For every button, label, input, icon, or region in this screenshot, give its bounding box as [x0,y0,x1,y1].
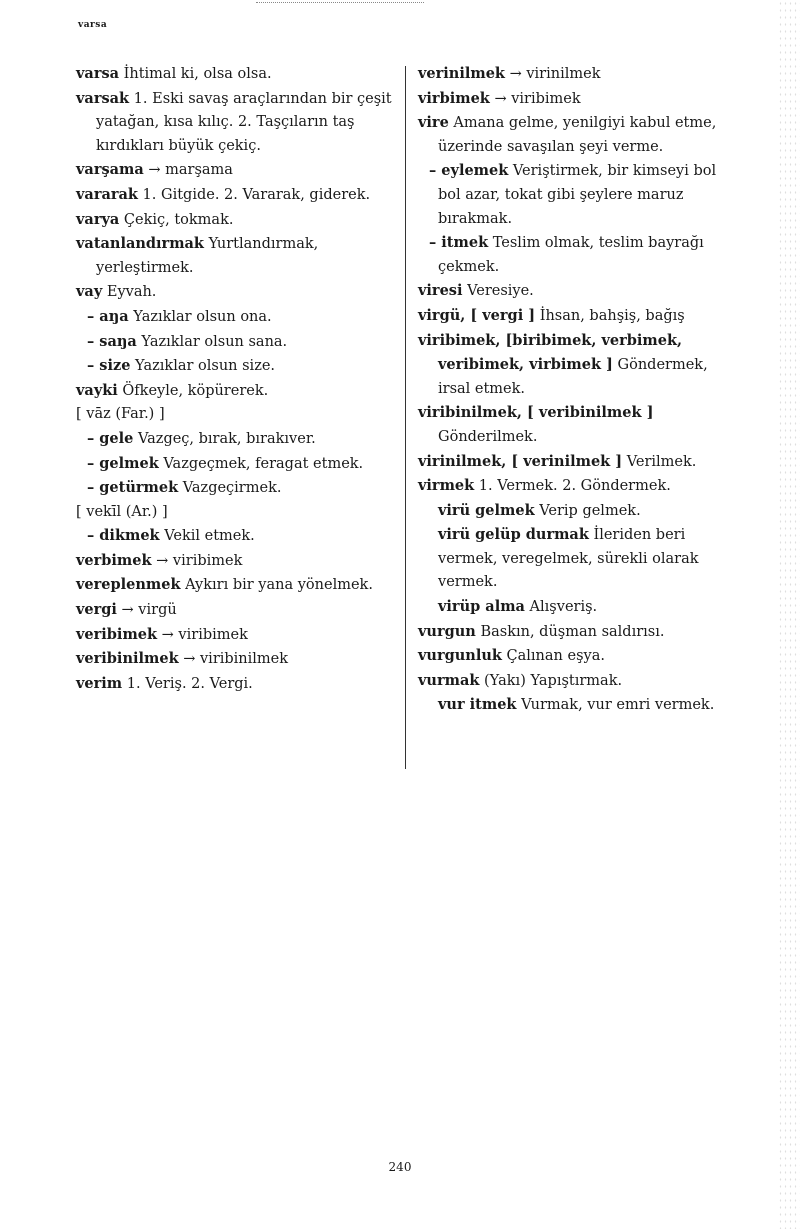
dictionary-entry [418,669,740,694]
entry-headword: varsak [76,89,130,107]
dictionary-entry [418,474,740,499]
dictionary-entry [76,501,394,525]
entry-headword: – getürmek [87,479,179,497]
dictionary-entry [76,427,394,452]
entry-definition: → viribimek [151,552,243,569]
entry-headword: vereplenmek [76,576,181,594]
entry-definition: Vurmak, vur emri vermek. [516,697,715,714]
entry-headword: veribimek [76,625,158,643]
entry-headword: verbimek [76,551,152,569]
entry-definition: → virinilmek [504,66,601,82]
entry-definition: Teslim olmak, teslim bayrağı çekmek. [438,235,704,275]
entry-definition: Çalınan eşya. [501,648,605,665]
entry-definition: Veriştirmek, bir kimseyi bol bol azar, tokat gibi şeylere maruz bırakmak. [438,163,717,227]
entry-headword: – dikmek [87,527,160,545]
left-column [76,62,394,696]
entry-definition: Çekiç, tokmak. [119,211,234,228]
entry-definition: 1. Veriş. 2. Vergi. [122,675,253,692]
entry-headword: viresi [418,282,463,300]
entry-headword: – size [87,357,131,375]
entry-definition: 1. Gitgide. 2. Vararak, giderek. [137,186,371,203]
entry-definition: Vekil etmek. [159,528,255,545]
entry-headword: – saŋa [87,332,137,350]
page-number: 240 [388,1160,412,1174]
dictionary-entry [76,379,394,404]
dictionary-entry [418,159,740,231]
entry-headword: vergi [76,601,117,619]
entry-definition: → viribinilmek [178,651,289,668]
entry-definition: → virgü [116,602,177,619]
column-divider [405,66,406,769]
entry-headword: virgü, [ vergi ] [418,306,536,324]
entry-definition: Baskın, düşman saldırısı. [475,623,665,640]
entry-headword: – gele [87,429,134,447]
entry-definition: İleriden beri vermek, veregelmek, sürekli olarak vermek. [438,527,699,591]
entry-definition: Yazıklar olsun ona. [128,308,272,325]
dictionary-entry [418,329,740,402]
entry-definition: İhsan, bahşiş, bağış [535,307,685,324]
dictionary-entry [76,280,394,305]
entry-headword: varya [76,210,120,228]
entry-definition: Aykırı bir yana yönelmek. [180,577,373,594]
dictionary-entry [76,623,394,648]
scan-edge-noise [778,0,800,1229]
dictionary-entry [76,354,394,379]
entry-headword: – aŋa [87,307,129,325]
dictionary-entry [418,62,740,87]
entry-definition: Göndermek, irsal etmek. [438,357,708,397]
entry-headword: virinilmek, [ verinilmek ] [418,452,623,470]
dictionary-entry [418,644,740,669]
entry-headword: verinilmek [418,65,505,82]
dictionary-entry [418,111,740,159]
dictionary-entry [418,450,740,475]
dictionary-entry [418,523,740,595]
dictionary-entry [418,499,740,524]
dictionary-entry [418,304,740,329]
entry-definition: Alışveriş. [524,599,598,616]
dictionary-entry [418,231,740,279]
entry-definition: [ vāz (Far.) ] [76,406,165,423]
entry-headword: virü gelmek [438,501,535,519]
dictionary-entry [76,183,394,208]
dictionary-entry [418,595,740,620]
dictionary-entry [418,693,740,718]
entry-definition: Gönderilmek. [438,428,538,445]
dictionary-entry [76,452,394,477]
dictionary-entry [76,232,394,280]
top-rule [256,2,424,3]
entry-headword: viribinilmek, [ veribinilmek ] [418,404,654,422]
entry-definition: 1. Eski savaş araçlarından bir çeşit yatağan, kısa kılıç. 2. Taşçıların taş kırdıkları büyük çekiç. [96,90,392,154]
dictionary-entry [418,620,740,645]
entry-headword: virbimek [418,89,490,107]
entry-headword: varsa [76,65,120,82]
dictionary-entry [76,403,394,427]
entry-definition: Vazgeç, bırak, bırakıver. [133,430,316,447]
right-column [418,62,740,718]
entry-headword: vurmak [418,671,480,689]
dictionary-entry [76,305,394,330]
dictionary-entry [76,476,394,501]
entry-headword: verim [76,674,123,692]
dictionary-entry [76,330,394,355]
entry-headword: viribimek, [biribimek, verbimek, veribimek, virbimek ] [418,331,683,374]
entry-definition: Verilmek. [622,453,697,470]
entry-definition: Yazıklar olsun sana. [136,333,288,350]
dictionary-entry [76,549,394,574]
entry-definition: 1. Vermek. 2. Göndermek. [474,478,671,495]
entry-headword: vurgunluk [418,647,502,665]
entry-headword: veribinilmek [76,650,179,668]
dictionary-entry [76,598,394,623]
running-head: varsa [78,20,108,30]
entry-definition: İhtimal ki, olsa olsa. [119,66,272,82]
entry-definition: → viribimek [489,90,581,107]
entry-definition: Vazgeçmek, feragat etmek. [158,455,364,472]
dictionary-entry [418,279,740,304]
dictionary-entry [76,672,394,697]
dictionary-entry [76,208,394,233]
entry-definition: Eyvah. [102,284,157,301]
dictionary-entry [76,87,394,159]
entry-definition: Öfkeyle, köpürerek. [117,382,269,399]
entry-headword: – eylemek [429,162,509,180]
entry-headword: virü gelüp durmak [438,526,589,544]
dictionary-entry [76,158,394,183]
dictionary-entry [76,62,394,87]
entry-headword: vatanlandırmak [76,235,204,253]
dictionary-entry [418,401,740,449]
entry-definition: [ vekīl (Ar.) ] [76,503,168,520]
dictionary-entry [76,524,394,549]
entry-headword: virüp alma [438,598,525,616]
entry-definition: Yazıklar olsun size. [130,358,276,375]
entry-definition: Amana gelme, yenilgiyi kabul etme, üzerinde savaşılan şeyi verme. [438,115,717,155]
entry-definition: Vazgeçirmek. [178,480,282,497]
entry-headword: vayki [76,381,118,399]
entry-definition: Yurtlandırmak, yerleştirmek. [96,236,319,276]
entry-definition: → marşama [143,162,233,179]
dictionary-entry [76,647,394,672]
entry-definition: (Yakı) Yapıştırmak. [479,672,623,689]
entry-headword: varşama [76,161,144,179]
entry-headword: vire [418,114,449,132]
entry-headword: – itmek [429,234,489,252]
entry-headword: vurgun [418,622,476,640]
entry-headword: vur itmek [438,696,517,714]
entry-headword: virmek [418,477,475,495]
entry-headword: – gelmek [87,454,159,472]
entry-headword: vay [76,283,103,301]
dictionary-entry [76,573,394,598]
entry-definition: → viribimek [157,626,248,643]
entry-definition: Verip gelmek. [534,502,641,519]
entry-headword: vararak [76,185,138,203]
dictionary-entry [418,87,740,112]
entry-definition: Veresiye. [462,283,534,300]
